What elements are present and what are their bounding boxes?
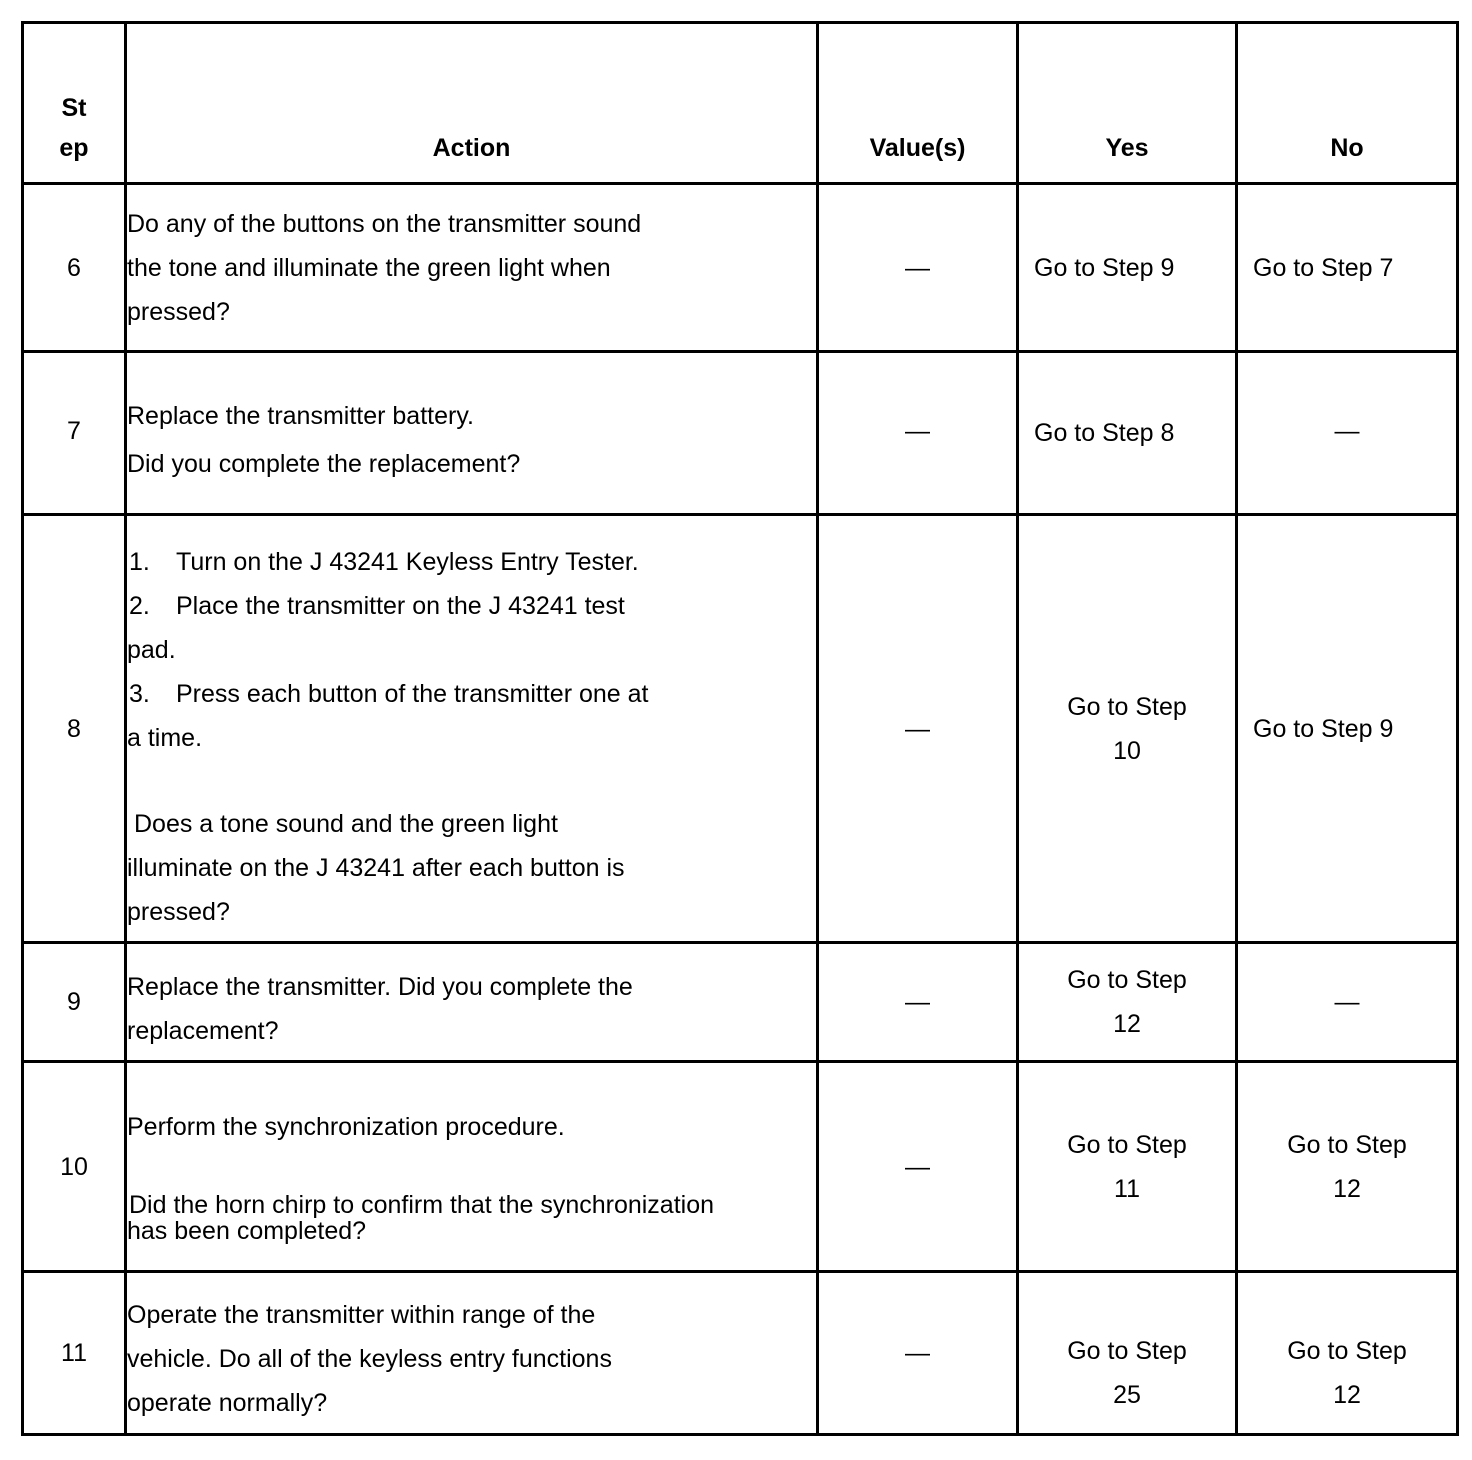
no-cell: —: [1237, 943, 1458, 1062]
step-number: 7: [23, 352, 126, 515]
table-row: [23, 352, 1458, 515]
step-number: 8: [23, 515, 126, 943]
table-row: [23, 184, 1458, 352]
no-link[interactable]: Go to Step 7: [1237, 184, 1458, 352]
table-row: [23, 1062, 1458, 1272]
action-text: Replace the transmitter. Did you complete the replacement?: [126, 943, 818, 1062]
value-cell: —: [818, 1272, 1018, 1435]
action-text: Operate the transmitter within range of the vehicle. Do all of the keyless entry functions operate normally?: [126, 1272, 818, 1435]
action-text: Replace the transmitter battery. Did you complete the replacement?: [126, 352, 818, 515]
no-link[interactable]: Go to Step 12: [1237, 1062, 1458, 1272]
no-link[interactable]: Go to Step 12: [1237, 1272, 1458, 1435]
step-number: 11: [23, 1272, 126, 1435]
yes-link[interactable]: Go to Step 25: [1018, 1272, 1237, 1435]
action-text: 1. Turn on the J 43241 Keyless Entry Tester. 2. Place the transmitter on the J 43241 test pad. 3. Press each button of the transmitter one at a time. Does a tone sound and the green light illuminate on the J 43241 after each button is pressed?: [126, 515, 818, 943]
yes-link[interactable]: Go to Step 9: [1018, 184, 1237, 352]
table-row: [23, 515, 1458, 943]
step-number: 9: [23, 943, 126, 1062]
value-cell: —: [818, 1062, 1018, 1272]
yes-link[interactable]: Go to Step 11: [1018, 1062, 1237, 1272]
yes-link[interactable]: Go to Step 10: [1018, 515, 1237, 943]
header-row: [23, 23, 1458, 184]
action-text: Do any of the buttons on the transmitter sound the tone and illuminate the green light when pressed?: [126, 184, 818, 352]
header-values: Value(s): [818, 23, 1018, 184]
table-row: [23, 943, 1458, 1062]
header-no: No: [1237, 23, 1458, 184]
header-yes: Yes: [1018, 23, 1237, 184]
value-cell: —: [818, 352, 1018, 515]
header-step: St ep: [23, 23, 126, 184]
yes-link[interactable]: Go to Step 8: [1018, 352, 1237, 515]
table-row: [23, 1272, 1458, 1435]
value-cell: —: [818, 184, 1018, 352]
action-text: Perform the synchronization procedure. Did the horn chirp to confirm that the synchronization has been completed?: [126, 1062, 818, 1272]
diagnostic-table: [21, 21, 1459, 1436]
yes-link[interactable]: Go to Step 12: [1018, 943, 1237, 1062]
header-action: Action: [126, 23, 818, 184]
step-number: 6: [23, 184, 126, 352]
step-number: 10: [23, 1062, 126, 1272]
no-link[interactable]: Go to Step 9: [1237, 515, 1458, 943]
value-cell: —: [818, 515, 1018, 943]
value-cell: —: [818, 943, 1018, 1062]
no-cell: —: [1237, 352, 1458, 515]
